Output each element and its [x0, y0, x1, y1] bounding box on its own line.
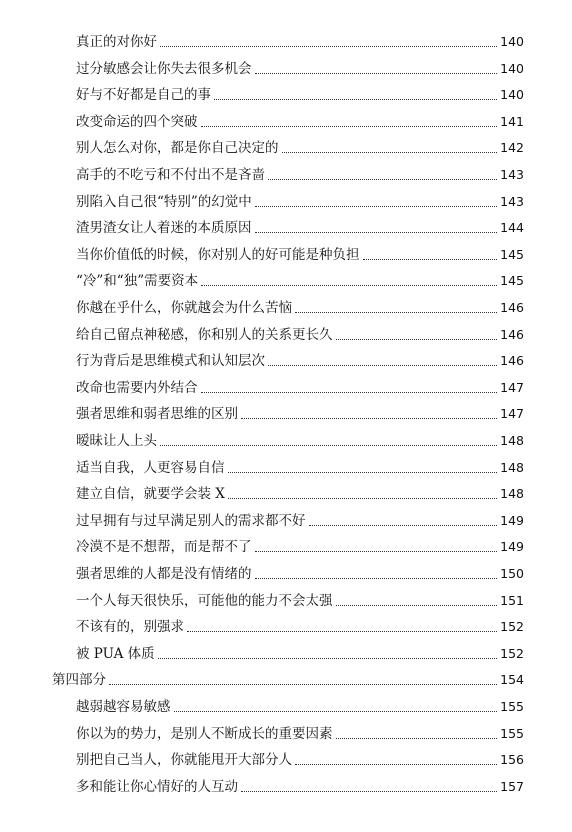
toc-page-number: 146: [500, 353, 524, 369]
toc-entry[interactable]: [76, 241, 524, 263]
toc-entry[interactable]: [76, 55, 524, 77]
dot-leader: [295, 312, 497, 313]
toc-entry[interactable]: [76, 161, 524, 183]
dot-leader: [160, 46, 497, 47]
toc-entry[interactable]: [76, 480, 524, 502]
dot-leader: [268, 365, 497, 366]
toc-page-number: 157: [500, 778, 524, 794]
toc-entry[interactable]: [76, 693, 524, 715]
toc-page-number: 148: [500, 459, 524, 475]
toc-page-number: 156: [500, 752, 524, 768]
dot-leader: [295, 764, 497, 765]
toc-page-number: 155: [500, 699, 524, 714]
toc-entry[interactable]: [76, 454, 524, 476]
dot-leader: [336, 605, 498, 606]
toc-entry[interactable]: [76, 720, 524, 742]
toc-page-number: 152: [500, 645, 524, 661]
toc-entry[interactable]: [76, 134, 524, 156]
toc-page-number: 147: [500, 406, 524, 422]
toc-entry-title: 适当自我，人更容易自信: [76, 459, 225, 476]
dot-leader: [363, 259, 498, 260]
toc-entry-title: 行为背后是思维模式和认知层次: [76, 353, 265, 370]
dot-leader: [158, 658, 498, 659]
toc-entry-title: 过分敏感会让你失去很多机会: [76, 60, 252, 77]
dot-leader: [241, 791, 497, 792]
dot-leader: [268, 179, 497, 180]
toc-entry-title: 改命也需要内外结合: [76, 379, 198, 396]
dot-leader: [282, 152, 498, 153]
toc-entry[interactable]: [76, 321, 524, 343]
toc-entry-title: 暧昧让人上头: [76, 433, 157, 449]
toc-entry[interactable]: [76, 188, 524, 210]
toc-entry-title: 被 PUA 体质: [76, 645, 155, 662]
toc-entry[interactable]: [76, 613, 524, 635]
toc-entry[interactable]: [76, 640, 524, 662]
dot-leader: [241, 418, 497, 419]
toc-page-number: 152: [500, 619, 524, 635]
toc-entry[interactable]: [76, 374, 524, 396]
toc-entry-title: 别人怎么对你，都是你自己决定的: [76, 140, 279, 157]
toc-entry-title: 别把自己当人，你就能甩开大部分人: [76, 752, 292, 769]
toc-page-number: 146: [500, 300, 524, 315]
toc-page-number: 140: [500, 60, 524, 76]
toc-page-number: 144: [500, 220, 524, 236]
toc-entry-title: 强者思维的人都是没有情绪的: [76, 566, 252, 582]
toc-entry[interactable]: [76, 427, 524, 449]
toc-page-number: 148: [500, 433, 524, 448]
toc-page-number: 146: [500, 326, 524, 342]
toc-entry[interactable]: [76, 587, 524, 609]
dot-leader: [201, 285, 497, 286]
toc-entry[interactable]: [76, 560, 524, 582]
dot-leader: [255, 73, 498, 74]
toc-entry-title: 冷漠不是不想帮，而是帮不了: [76, 539, 252, 556]
dot-leader: [201, 126, 498, 127]
toc-entry[interactable]: [76, 773, 524, 795]
toc-entry[interactable]: [76, 294, 524, 316]
toc-entry-title: 第四部分: [52, 672, 106, 689]
toc-entry-title: 你越在乎什么，你就越会为什么苦恼: [76, 300, 292, 316]
toc-entry[interactable]: [76, 81, 524, 103]
dot-leader: [228, 472, 498, 473]
toc-entry[interactable]: [76, 746, 524, 768]
toc-entry-title: 你以为的势力，是别人不断成长的重要因素: [76, 725, 333, 742]
dot-leader: [255, 551, 498, 552]
toc-page-number: 149: [500, 539, 524, 555]
dot-leader: [336, 738, 498, 739]
toc-entry-title: 别陷入自己很“特别”的幻觉中: [76, 193, 252, 210]
toc-entry-title: 当你价值低的时候，你对别人的好可能是种负担: [76, 246, 360, 263]
dot-leader: [255, 206, 497, 207]
toc-entry-title: 强者思维和弱者思维的区别: [76, 406, 238, 423]
toc-page-number: 140: [500, 34, 524, 49]
toc-entry-title: 建立自信，就要学会装 X: [76, 486, 225, 503]
dot-leader: [109, 684, 497, 685]
dot-leader: [228, 498, 497, 499]
toc-entry-title: 一个人每天很快乐，可能他的能力不会太强: [76, 592, 333, 609]
toc-page-number: 141: [500, 113, 524, 129]
dot-leader: [187, 631, 497, 632]
dot-leader: [174, 711, 498, 712]
toc-entry[interactable]: [76, 533, 524, 555]
toc-entry-title: 高手的不吃亏和不付出不是吝啬: [76, 167, 265, 183]
dot-leader: [255, 232, 498, 233]
toc-entry[interactable]: [76, 214, 524, 236]
toc-entry[interactable]: [76, 507, 524, 529]
toc-entry[interactable]: [76, 108, 524, 130]
toc-entry-title: 真正的对你好: [76, 34, 157, 50]
toc-entry-title: 多和能让你心情好的人互动: [76, 778, 238, 795]
toc-entry-title: 越弱越容易敏感: [76, 699, 171, 715]
dot-leader: [214, 99, 497, 100]
toc-entry-title: 给自己留点神秘感，你和别人的关系更长久: [76, 326, 333, 343]
toc-page-number: 148: [500, 486, 524, 502]
toc-entry-title: “冷”和“独”需要资本: [76, 273, 199, 290]
dot-leader: [336, 339, 498, 340]
toc-page-number: 155: [500, 725, 524, 741]
toc-page-number: 143: [500, 167, 524, 182]
toc-page-number: 150: [500, 566, 524, 581]
dot-leader: [160, 445, 497, 446]
toc-page-number: 143: [500, 193, 524, 209]
toc-entry-title: 好与不好都是自己的事: [76, 87, 211, 104]
toc-page-number: 149: [500, 512, 524, 528]
toc-page-number: 142: [500, 140, 524, 156]
toc-entry[interactable]: [76, 28, 524, 50]
toc-entry[interactable]: [76, 347, 524, 369]
toc-page-number: 147: [500, 379, 524, 395]
toc-entry-title: 不该有的，别强求: [76, 619, 184, 636]
toc-part-heading[interactable]: [52, 666, 524, 688]
toc-entry[interactable]: [76, 267, 524, 289]
dot-leader: [201, 392, 498, 393]
toc-page-number: 154: [500, 672, 524, 688]
dot-leader: [255, 578, 498, 579]
toc-entry-title: 改变命运的四个突破: [76, 113, 198, 130]
toc-page-number: 145: [500, 246, 524, 262]
toc-entry[interactable]: [76, 400, 524, 422]
toc-page-number: 145: [500, 273, 524, 289]
toc-entry-title: 渣男渣女让人着迷的本质原因: [76, 220, 252, 237]
toc-page-number: 151: [500, 592, 524, 608]
toc-entry-title: 过早拥有与过早满足别人的需求都不好: [76, 512, 306, 529]
toc-page-number: 140: [500, 87, 524, 103]
dot-leader: [309, 525, 498, 526]
